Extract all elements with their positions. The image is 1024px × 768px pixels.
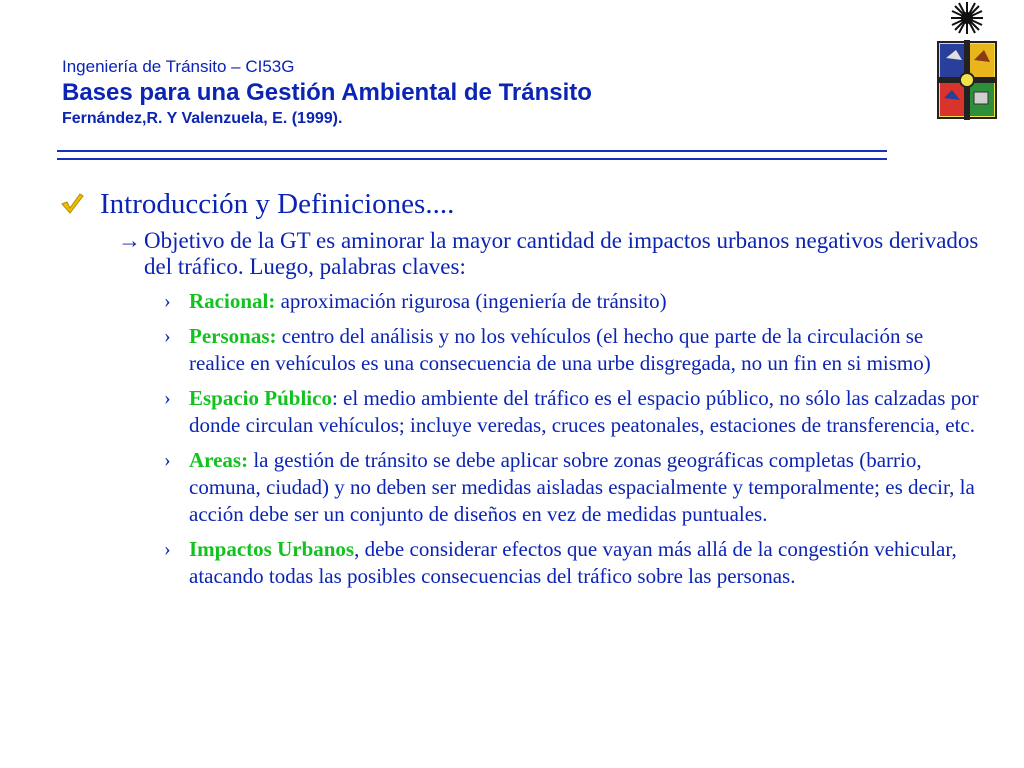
shield-icon — [938, 40, 996, 120]
keyword-term: Espacio Público — [189, 386, 332, 410]
arrow-bullet-icon: → — [118, 228, 141, 253]
caret-bullet-icon: › — [164, 449, 171, 471]
caret-bullet-icon: › — [164, 290, 171, 312]
course-label: Ingeniería de Tránsito – CI53G — [62, 57, 295, 76]
keyword-description: , debe considerar efectos que vayan más allá de la congestión vehicular, atacando todas las posibles consecuencias del tráfico sobre las personas. — [189, 537, 957, 588]
keyword-description: aproximación rigurosa (ingeniería de tránsito) — [275, 289, 667, 313]
list-item — [60, 323, 980, 377]
caret-bullet-icon: › — [164, 387, 171, 409]
list-item — [60, 288, 980, 315]
caret-bullet-icon: › — [164, 538, 171, 560]
keyword-description: : el medio ambiente del tráfico es el espacio público, no sólo las calzadas por donde circulan vehículos; incluye veredas, cruces peatonales, estaciones de transferencia, etc. — [189, 386, 979, 437]
list-item — [60, 447, 980, 528]
keyword-description: la gestión de tránsito se debe aplicar sobre zonas geográficas completas (barrio, comuna, ciudad) y no deben ser medidas aisladas espacialmente y temporalmente; es decir, la acción debe ser un conjunto de diseños en vez de medidas puntuales. — [189, 448, 975, 526]
keyword-term: Areas: — [189, 448, 249, 472]
caret-bullet-icon: › — [164, 325, 171, 347]
list-item — [60, 385, 980, 439]
slide-title: Bases para una Gestión Ambiental de Tránsito — [62, 79, 592, 106]
header-divider-bottom — [57, 158, 887, 160]
section-heading — [60, 186, 980, 222]
objective-paragraph — [60, 228, 980, 280]
slide-header — [62, 56, 922, 130]
objective-text: Objetivo de la GT es aminorar la mayor cantidad de impactos urbanos negativos derivados del tráfico. Luego, palabras claves: — [144, 228, 979, 279]
keyword-term: Impactos Urbanos — [189, 537, 355, 561]
keyword-term: Personas: — [189, 324, 277, 348]
keyword-term: Racional: — [189, 289, 276, 313]
authors-citation: Fernández,R. Y Valenzuela, E. (1999). — [62, 110, 343, 127]
checkmark-bullet-icon — [60, 191, 84, 215]
slide-content — [60, 186, 980, 590]
university-logo — [934, 0, 1000, 124]
keyword-description: centro del análisis y no los vehículos (el hecho que parte de la circulación se realice en vehículos es una consecuencia de una urbe disgregada, no un fin en si mismo) — [189, 324, 931, 375]
list-item — [60, 536, 980, 590]
section-heading-text: Introducción y Definiciones.... — [100, 188, 455, 220]
header-divider-top — [57, 150, 887, 152]
